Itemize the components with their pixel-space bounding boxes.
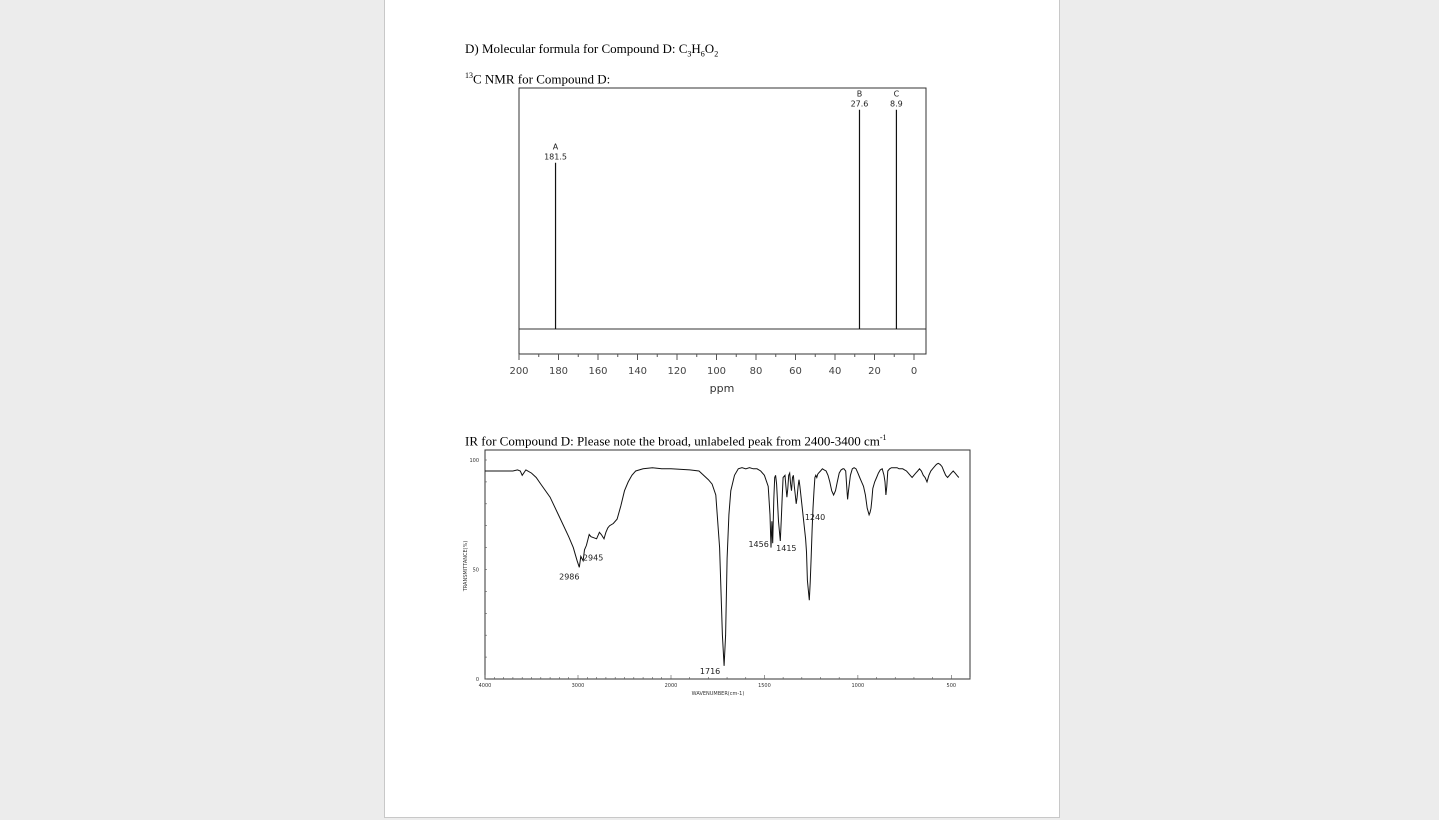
nmr-peak-letter: B (856, 89, 863, 99)
ir-spectrum-chart (460, 446, 980, 706)
ir-x-tick-label: 1000 (851, 683, 865, 689)
nmr-x-tick-label: 180 (548, 366, 569, 377)
ir-plot-frame (485, 450, 970, 679)
ir-y-tick-label: 50 (472, 567, 479, 574)
nmr-x-tick-label: 160 (588, 366, 608, 377)
ir-peak-label: 1456 (748, 540, 769, 550)
ir-x-tick-label: 4000 (478, 683, 492, 689)
ir-peak-label: 2945 (582, 553, 604, 563)
nmr-x-tick-label: 0 (910, 366, 918, 377)
ir-spectrum-line (485, 463, 959, 666)
ir-x-axis-label: WAVENUMBER(cm-1) (691, 691, 745, 697)
ir-peak-label: 2986 (559, 572, 580, 582)
ir-heading: IR for Compound D: Please note the broad, unlabeled peak from 2400-3400 $cm^{-1}$ (465, 433, 887, 449)
nmr-peak-value-label: 8.9 (890, 99, 903, 109)
ir-x-tick-label: 500 (946, 683, 957, 689)
nmr-x-tick-label: 40 (828, 366, 842, 377)
nmr-x-tick-label: 200 (509, 366, 529, 377)
nmr-plot-frame (519, 88, 926, 354)
molecular-formula-heading: D) Molecular formula for Compound D: $C_3H_6O_2$ (465, 41, 719, 59)
nmr-x-tick-label: 140 (627, 366, 648, 377)
ir-peak-label: 1716 (699, 666, 721, 676)
nmr-spectrum-chart (500, 84, 940, 404)
ir-y-axis-label: TRANSMITTANCE(%) (463, 540, 469, 592)
ir-x-tick-label: 3000 (571, 683, 585, 689)
nmr-x-tick-label: 120 (667, 366, 687, 377)
nmr-x-tick-label: 60 (789, 366, 802, 377)
nmr-heading: $^{13}$C NMR for Compound D: (465, 71, 611, 87)
ir-peak-label: 1240 (804, 513, 826, 523)
nmr-x-tick-label: 20 (868, 366, 881, 377)
nmr-peak-letter: C (893, 89, 900, 99)
nmr-x-tick-label: 80 (749, 366, 763, 377)
nmr-peak-letter: A (552, 142, 559, 152)
nmr-peak-value-label: 27.6 (850, 99, 869, 109)
nmr-peak-value-label: 181.5 (544, 152, 567, 162)
ir-peak-label: 1415 (776, 544, 797, 554)
nmr-x-axis-label: ppm (709, 382, 735, 395)
nmr-x-tick-label: 100 (706, 366, 727, 377)
ir-y-tick-label: 0 (475, 677, 479, 683)
ir-y-tick-label: 100 (469, 458, 479, 464)
ir-x-tick-label: 2000 (664, 683, 678, 689)
ir-x-tick-label: 1500 (758, 683, 771, 689)
